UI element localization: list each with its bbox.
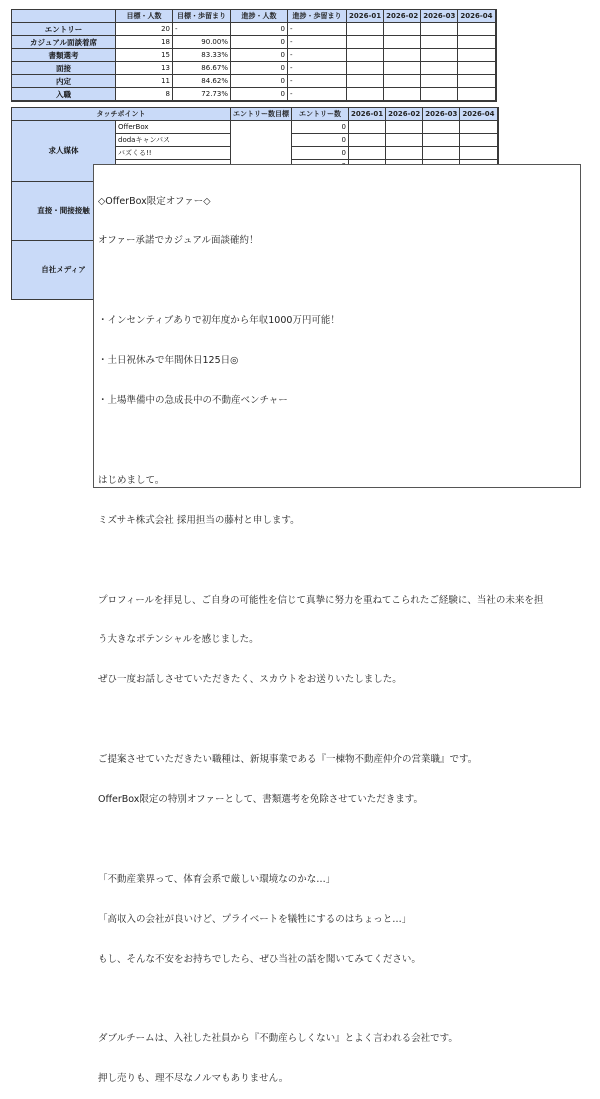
header-cell: 2026-01 xyxy=(349,108,386,121)
month-cell[interactable] xyxy=(421,75,458,88)
month-cell[interactable] xyxy=(384,23,421,36)
entry-count-cell[interactable]: 0 xyxy=(292,134,349,147)
progress-rate-cell[interactable]: - xyxy=(288,75,347,88)
touchpoint-name[interactable]: OfferBox xyxy=(116,121,231,134)
progress-count-cell[interactable]: 0 xyxy=(231,23,288,36)
table-row xyxy=(12,23,496,36)
popup-line: ・土日祝休みで年間休日125日◎ xyxy=(98,355,239,367)
month-cell[interactable] xyxy=(347,36,384,49)
month-cell[interactable] xyxy=(347,62,384,75)
table-row xyxy=(12,36,496,49)
header-cell: 2026-01 xyxy=(347,10,384,23)
stage-label[interactable]: 面接 xyxy=(12,62,116,75)
stage-label[interactable]: 入職 xyxy=(12,88,116,102)
target-rate-cell[interactable]: 84.62% xyxy=(173,75,231,88)
touchpoint-name[interactable]: バズくる!! xyxy=(116,147,231,160)
stage-label[interactable]: カジュアル面談着席 xyxy=(12,36,116,49)
month-cell[interactable] xyxy=(349,121,386,134)
header-cell xyxy=(12,10,116,23)
popup-line: 「高収入の会社が良いけど、プライベートを犠牲にするのはちょっと…」 xyxy=(98,913,412,925)
month-cell[interactable] xyxy=(458,75,496,88)
month-cell[interactable] xyxy=(386,121,423,134)
month-cell[interactable] xyxy=(384,88,421,102)
month-cell[interactable] xyxy=(460,147,498,160)
popup-line: オファー承諾でカジュアル面談確約！ xyxy=(98,235,259,247)
month-cell[interactable] xyxy=(347,49,384,62)
month-cell[interactable] xyxy=(421,49,458,62)
header-cell: 2026-03 xyxy=(423,108,460,121)
target-rate-cell[interactable]: - xyxy=(173,23,231,36)
header-cell: 2026-02 xyxy=(386,108,423,121)
popup-line: ご提案させていただきたい職種は、新規事業である『一棟物不動産仲介の営業職』です。 xyxy=(98,754,478,766)
month-cell[interactable] xyxy=(347,75,384,88)
month-cell[interactable] xyxy=(421,23,458,36)
popup-line xyxy=(98,833,576,846)
progress-rate-cell[interactable]: - xyxy=(288,36,347,49)
month-cell[interactable] xyxy=(349,134,386,147)
table-row xyxy=(12,75,496,88)
header-cell: 2026-02 xyxy=(384,10,421,23)
popup-line: ◇OfferBox限定オファー◇ xyxy=(98,195,211,207)
target-rate-cell[interactable]: 72.73% xyxy=(173,88,231,102)
header-cell: タッチポイント xyxy=(12,108,231,121)
target-count-cell[interactable]: 13 xyxy=(116,62,173,75)
month-cell[interactable] xyxy=(386,134,423,147)
progress-count-cell[interactable]: 0 xyxy=(231,49,288,62)
month-cell[interactable] xyxy=(423,134,460,147)
month-cell[interactable] xyxy=(384,62,421,75)
target-rate-cell[interactable]: 83.33% xyxy=(173,49,231,62)
month-cell[interactable] xyxy=(384,75,421,88)
popup-line: ・インセンティブありで初年度から年収1000万円可能！ xyxy=(98,315,340,327)
month-cell[interactable] xyxy=(421,36,458,49)
popup-line: ダブルチームは、入社した社員から『不動産らしくない』とよく言われる会社です。 xyxy=(98,1033,458,1045)
table-row xyxy=(12,88,496,102)
touchpoint-name[interactable]: dodaキャンパス xyxy=(116,134,231,147)
header-cell: 目標・歩留まり xyxy=(173,10,231,23)
popup-line xyxy=(98,713,576,726)
month-cell[interactable] xyxy=(423,147,460,160)
entry-count-cell[interactable]: 0 xyxy=(292,121,349,134)
month-cell[interactable] xyxy=(421,88,458,102)
target-rate-cell[interactable]: 90.00% xyxy=(173,36,231,49)
month-cell[interactable] xyxy=(458,49,496,62)
popup-line: ぜひ一度お話しさせていただきたく、スカウトをお送りいたしました。 xyxy=(98,674,402,686)
header-cell: 2026-04 xyxy=(458,10,496,23)
month-cell[interactable] xyxy=(458,88,496,102)
category-direct-contact[interactable]: 直接・間接接触 xyxy=(12,181,116,240)
target-rate-cell[interactable]: 86.67% xyxy=(173,62,231,75)
popup-line xyxy=(98,992,576,1005)
header-cell: 2026-03 xyxy=(421,10,458,23)
header-cell: 進捗・人数 xyxy=(231,10,288,23)
funnel-table xyxy=(11,9,497,102)
progress-rate-cell[interactable]: - xyxy=(288,88,347,102)
touchpoint-header-row xyxy=(12,108,498,121)
target-count-cell[interactable]: 11 xyxy=(116,75,173,88)
entry-count-cell[interactable]: 0 xyxy=(292,147,349,160)
popup-line: ・上場準備中の急成長中の不動産ベンチャー xyxy=(98,395,288,407)
table-row xyxy=(12,49,496,62)
funnel-header-row xyxy=(12,10,496,23)
progress-count-cell[interactable]: 0 xyxy=(231,36,288,49)
month-cell[interactable] xyxy=(421,62,458,75)
category-owned-media[interactable]: 自社メディア xyxy=(12,240,116,299)
stage-label[interactable]: 書類選考 xyxy=(12,49,116,62)
scout-message-popup[interactable] xyxy=(93,164,581,1085)
header-cell: エントリー数目標 xyxy=(231,108,292,121)
month-cell[interactable] xyxy=(458,62,496,75)
progress-count-cell[interactable]: 0 xyxy=(231,62,288,75)
target-count-cell[interactable]: 8 xyxy=(116,88,173,102)
target-count-cell[interactable]: 15 xyxy=(116,49,173,62)
header-cell: 2026-04 xyxy=(460,108,498,121)
month-cell[interactable] xyxy=(458,36,496,49)
table-row xyxy=(12,62,496,75)
popup-line: プロフィールを拝見し、ご自身の可能性を信じて真摯に努力を重ねてこられたご経験に、当社の未来を担 xyxy=(98,594,544,606)
month-cell[interactable] xyxy=(347,88,384,102)
month-cell[interactable] xyxy=(384,49,421,62)
popup-line xyxy=(98,274,576,287)
progress-count-cell[interactable]: 0 xyxy=(231,75,288,88)
target-count-cell[interactable]: 20 xyxy=(116,23,173,36)
header-cell: 目標・人数 xyxy=(116,10,173,23)
month-cell[interactable] xyxy=(423,121,460,134)
month-cell[interactable] xyxy=(384,36,421,49)
month-cell[interactable] xyxy=(386,147,423,160)
popup-line: もし、そんな不安をお持ちでしたら、ぜひ当社の話を聞いてみてください。 xyxy=(98,953,421,965)
month-cell[interactable] xyxy=(460,134,498,147)
progress-rate-cell[interactable]: - xyxy=(288,49,347,62)
stage-label[interactable]: 内定 xyxy=(12,75,116,88)
header-cell: 進捗・歩留まり xyxy=(288,10,347,23)
category-job-media[interactable]: 求人媒体 xyxy=(12,121,116,182)
progress-count-cell[interactable]: 0 xyxy=(231,88,288,102)
popup-line: 押し売りも、理不尽なノルマもありません。 xyxy=(98,1073,289,1085)
popup-line: う大きなポテンシャルを感じました。 xyxy=(98,634,259,646)
header-cell: エントリー数 xyxy=(292,108,349,121)
month-cell[interactable] xyxy=(349,147,386,160)
target-count-cell[interactable]: 18 xyxy=(116,36,173,49)
popup-line xyxy=(98,554,576,567)
popup-line: はじめまして。 xyxy=(98,474,165,486)
progress-rate-cell[interactable]: - xyxy=(288,62,347,75)
progress-rate-cell[interactable]: - xyxy=(288,23,347,36)
popup-line xyxy=(98,434,576,447)
popup-line: OfferBox限定の特別オファーとして、書類選考を免除させていただきます。 xyxy=(98,793,424,805)
month-cell[interactable] xyxy=(458,23,496,36)
month-cell[interactable] xyxy=(347,23,384,36)
table-row xyxy=(12,121,498,134)
popup-line: ミズサキ株式会社 採用担当の藤村と申します。 xyxy=(98,514,300,526)
month-cell[interactable] xyxy=(460,121,498,134)
popup-line: 「不動産業界って、体育会系で厳しい環境なのかな…」 xyxy=(98,873,336,885)
stage-label[interactable]: エントリー xyxy=(12,23,116,36)
